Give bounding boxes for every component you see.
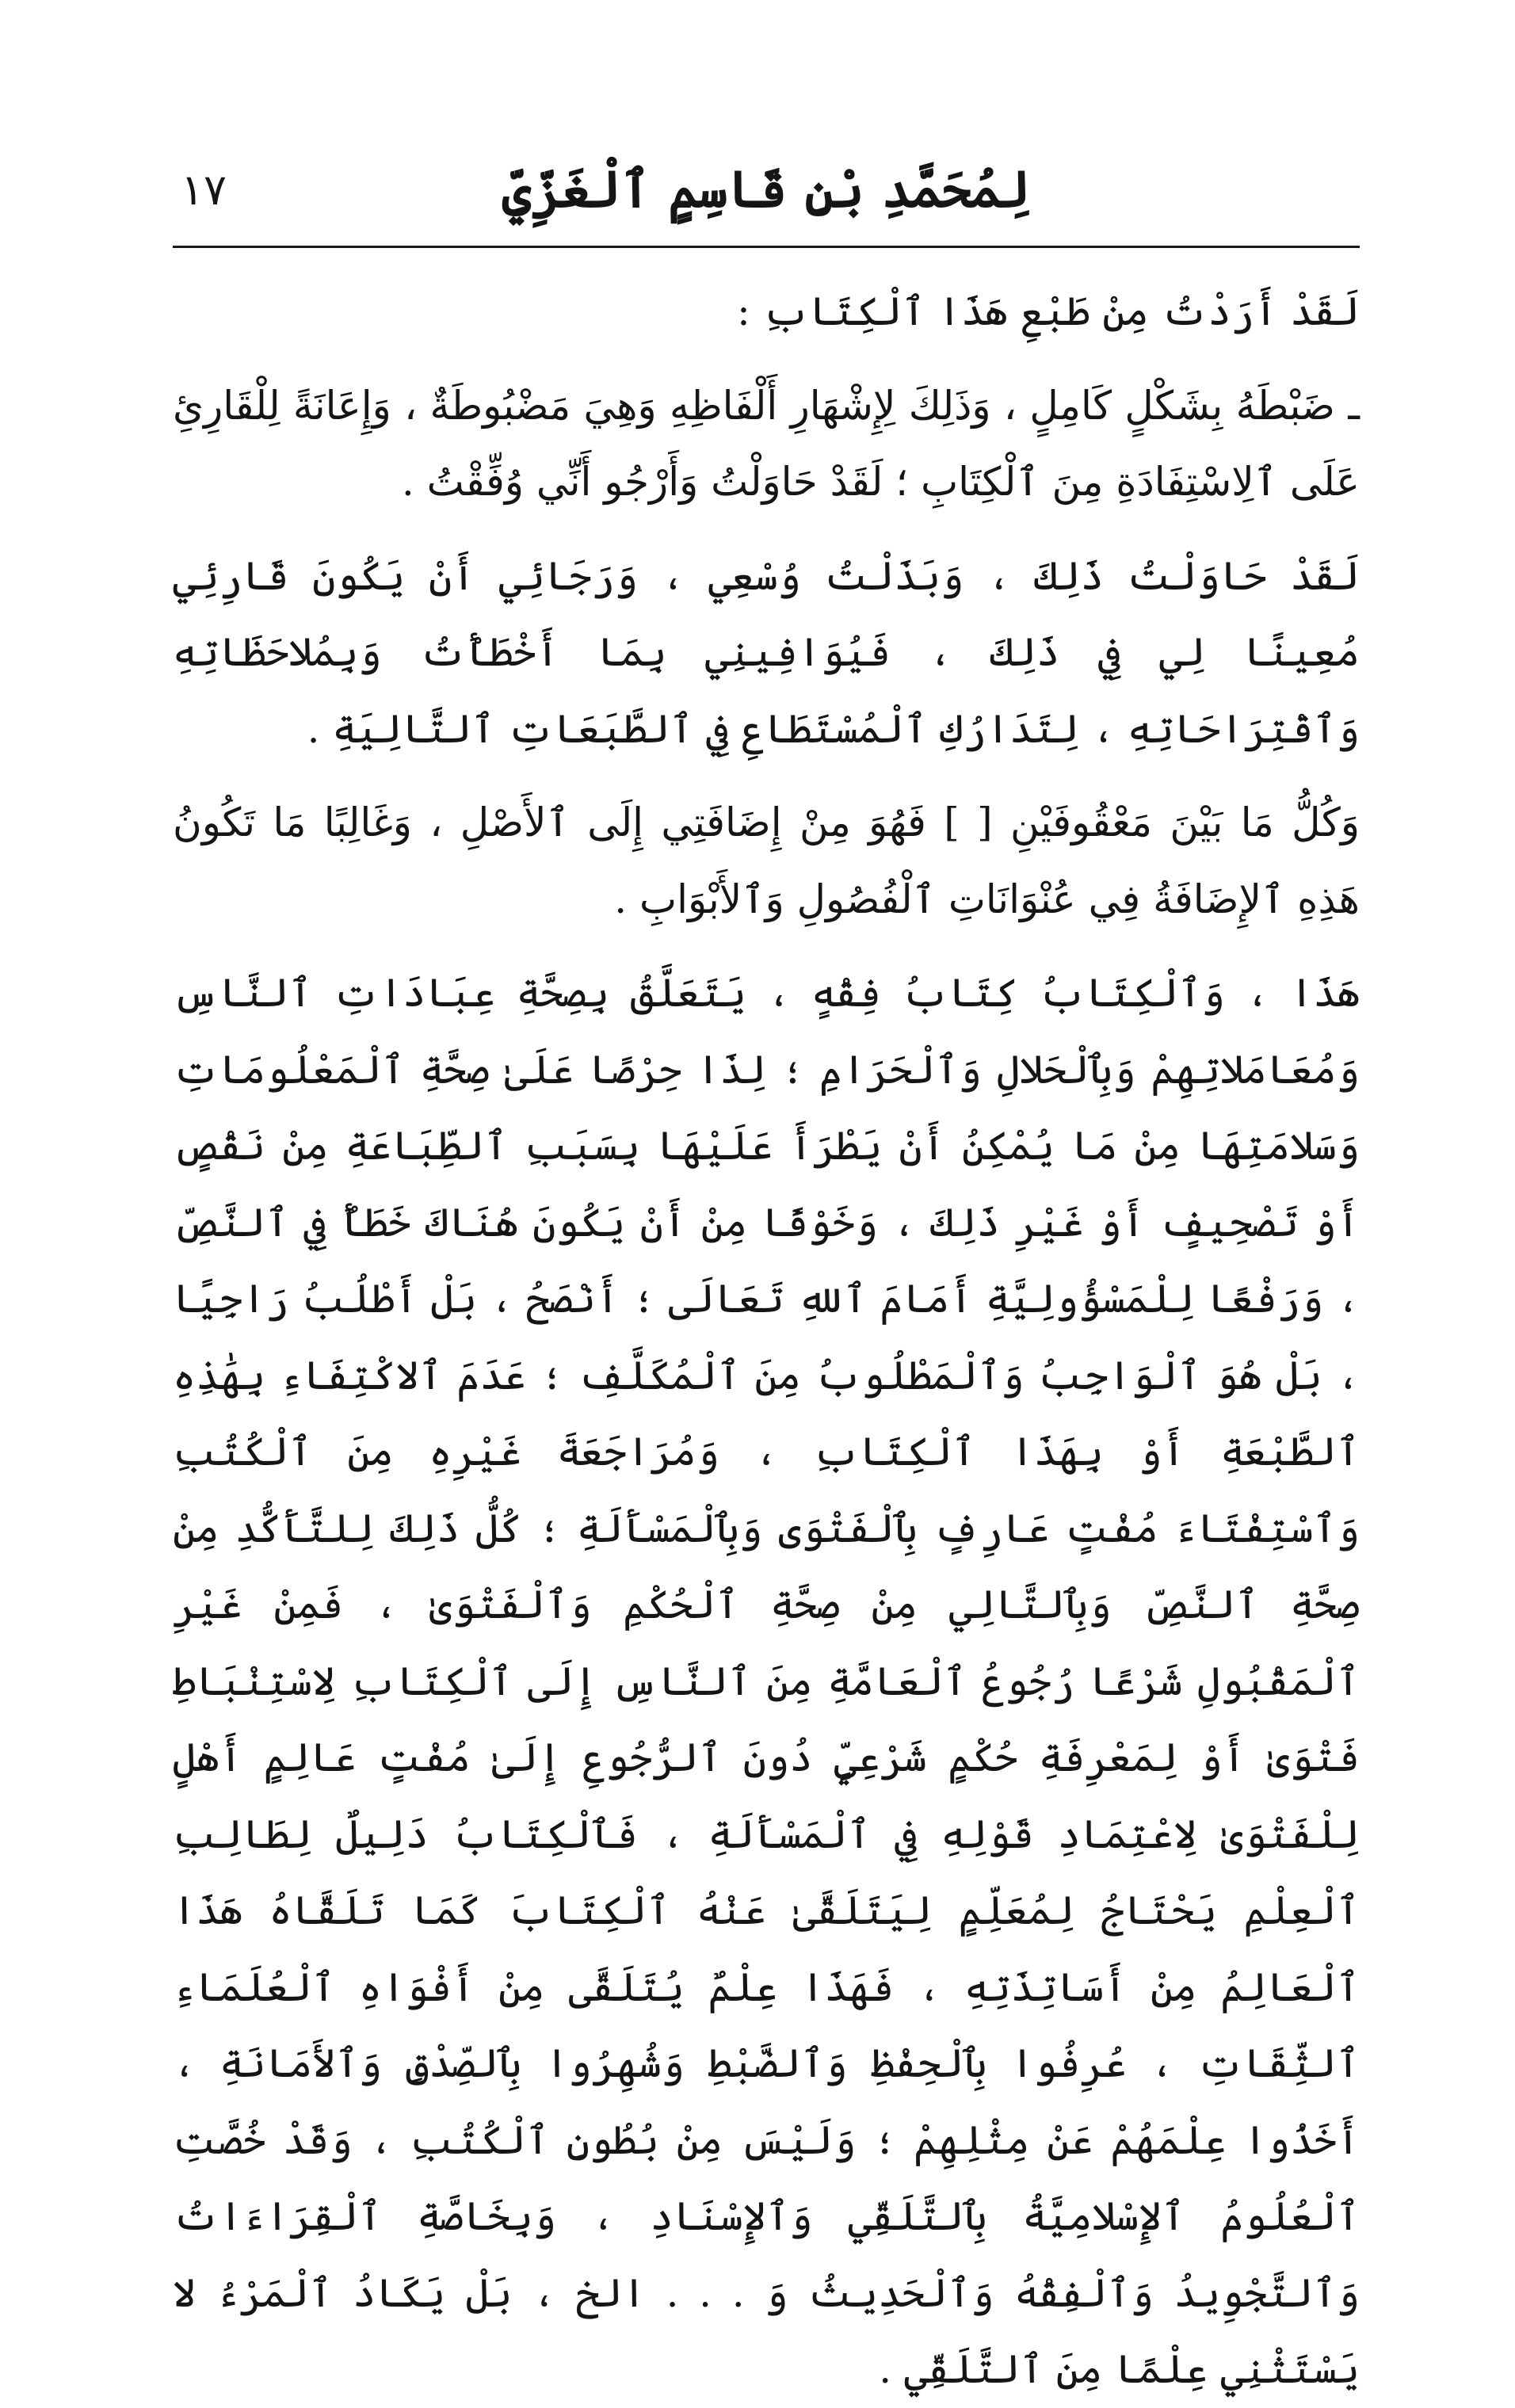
paragraph-1: ـ ضَبْطَهُ بِشَكْلٍ كَامِلٍ ، وَذَلِكَ لِإِشْهَارِ أَلْفَاظِهِ وَهِيَ مَضْبُوطَةٌ ، وَإِعَانَةً لِلْقَارِئِ عَلَى ٱلِاسْتِفَادَةِ مِنَ ٱلْكِتَابِ ؛ لَقَدْ حَاوَلْتُ وَأَرْجُو أَنِّي وُفِّقْتُ . bbox=[173, 382, 1360, 505]
header-title: لِمُحَمَّدِ بْنِ قَاسِمٍ ٱلْغَزِّيِّ bbox=[502, 160, 1031, 219]
running-header bbox=[173, 151, 1360, 246]
paragraph-3: وَكُلُّ مَا بَيْنَ مَعْقُوفَيْنِ [ ] فَهُوَ مِنْ إِضَافَتِي إِلَى ٱلأَصْلِ ، وَغَالِبًا مَا تَكُونُ هَذِهِ ٱلإِضَافَةُ فِي عُنْوَانَاتِ ٱلْفُصُولِ وَٱلأَبْوَابِ . bbox=[173, 799, 1360, 922]
body-text bbox=[173, 273, 1360, 2408]
paragraph-4: هَذَا ، وَٱلْكِتَابُ كِتَابُ فِقْهٍ ، يَتَعَلَّقُ بِصِحَّةِ عِبَادَاتِ ٱلنَّاسِ وَمُعَامَلاتِهِمْ وَبِٱلْحَلالِ وَٱلْحَرَامِ ؛ لِذَا حِرْصًا عَلَىٰ صِحَّةِ ٱلْمَعْلُومَاتِ وَسَلامَتِهَا مِنْ مَا يُمْكِنُ أَنْ يَطْرَأَ عَلَيْهَا بِسَبَبِ ٱلطِّبَاعَةِ مِنْ نَقْصٍ أَوْ تَصْحِيفٍ أَوْ غَيْرِ ذَلِكَ ، وَخَوْفًا مِنْ أَنْ يَكُونَ هُنَاكَ خَطَأٌ فِي ٱلنَّصِّ ، وَرَفْعًا لِلْمَسْؤُولِيَّةِ أَمَامَ ٱللهِ تَعَالَى ؛ أَنْصَحُ ، بَلْ أَطْلُبُ رَاجِيًا ، بَلْ هُوَ ٱلْوَاجِبُ وَٱلْمَطْلُوبُ مِنَ ٱلْمُكَلَّفِ ؛ عَدَمَ ٱلاكْتِفَاءِ بِهَٰذِهِ ٱلطَّبْعَةِ أَوْ بِهَذَا ٱلْكِتَابِ ، وَمُرَاجَعَةَ غَيْرِهِ مِنَ ٱلْكُتُبِ وَٱسْتِفْتَاءَ مُفْتٍ عَارِفٍ بِٱلْفَتْوَى وَبِٱلْمَسْأَلَةِ ؛ كُلُّ ذَلِكَ لِلتَّأَكُّدِ مِنْ صِحَّةِ ٱلنَّصِّ وَبِٱلتَّالِي مِنْ صِحَّةِ ٱلْحُكْمِ وَٱلْفَتْوَىٰ ، فَمِنْ غَيْرِ ٱلْمَقْبُولِ شَرْعًا رُجُوعُ ٱلْعَامَّةِ مِنَ ٱلنَّاسِ إِلَى ٱلْكِتَابِ لِاسْتِنْبَاطِ فَتْوَىٰ أَوْ لِمَعْرِفَةِ حُكْمٍ شَرْعِيٍّ دُونَ ٱلرُّجُوعِ إِلَىٰ مُفْتٍ عَالِمٍ أَهْلٍ لِلْفَتْوَىٰ لِاعْتِمَادِ قَوْلِهِ فِي ٱلْمَسْأَلَةِ ، فَٱلْكِتَابُ دَلِيلٌ لِطَالِبِ ٱلْعِلْمِ يَحْتَاجُ لِمُعَلِّمٍ لِيَتَلَقَّىٰ عَنْهُ ٱلْكِتَابَ كَمَا تَلَقَّاهُ هَذَا ٱلْعَالِمُ مِنْ أَسَاتِذَتِهِ ، فَهَذَا عِلْمٌ يُتَلَقَّى مِنْ أَفْوَاهِ ٱلْعُلَمَاءِ ٱلثِّقَاتِ ، عُرِفُوا بِٱلْحِفْظِ وَٱلضَّبْطِ وَشُهِرُوا بِٱلصِّدْقِ وَٱلأَمَانَةِ ، أَخَذُوا عِلْمَهُمْ عَنْ مِثْلِهِمْ ؛ وَلَيْسَ مِنْ بُطُونِ ٱلْكُتُبِ ، وَقَدْ خُصَّتِ ٱلْعُلُومُ ٱلإِسْلامِيَّةُ بِٱلتَّلَقِّي وَٱلإِسْنَادِ ، وَبِخَاصَّةِ ٱلْقِرَاءَاتُ وَٱلتَّجْوِيدُ وَٱلْفِقْهُ وَٱلْحَدِيثُ وَ . . . الخ ، بَلْ يَكَادُ ٱلْمَرْءُ لا يَسْتَثْنِي عِلْمًا مِنَ ٱلتَّلَقِّي . bbox=[173, 970, 1360, 2392]
paragraph-2: لَقَدْ حَاوَلْتُ ذَلِكَ ، وَبَذَلْتُ وُسْعِي ، وَرَجَائِي أَنْ يَكُونَ قَارِئِي مُعِينًا لِي فِي ذَلِكَ ، فَيُوَافِينِي بِمَا أَخْطَأْتُ وَبِمُلاحَظَاتِهِ وَٱقْتِرَاحَاتِهِ ، لِتَدَارُكِ ٱلْمُسْتَطَاعِ فِي ٱلطَّبَعَاتِ ٱلتَّالِيَةِ . bbox=[173, 552, 1360, 752]
header-rule bbox=[173, 246, 1360, 248]
paragraph-intro: لَقَدْ أَرَدْتُ مِنْ طَبْعِ هَذَا ٱلْكِتَابِ : bbox=[736, 288, 1360, 334]
page-number: ١٧ bbox=[181, 165, 227, 215]
